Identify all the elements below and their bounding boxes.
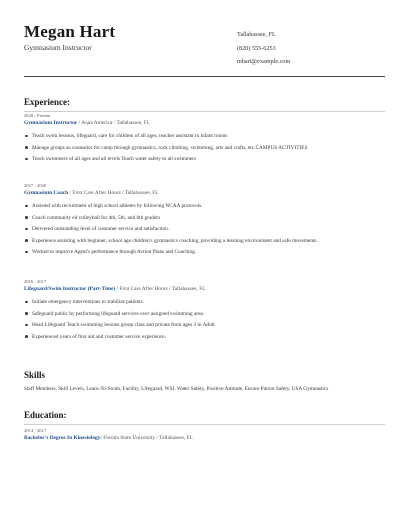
bullet-text: Assisted with recruitment of high school athletes by following NCAA protocols.: [32, 203, 203, 209]
bullet-text: Coach community ed volleyball for 4th, 5th, and 6th graders: [32, 214, 161, 221]
bullet-icon: [25, 228, 28, 231]
education-divider: [24, 424, 385, 425]
contact-location: Tallahassee, FL: [237, 31, 276, 38]
bullet-icon: [25, 146, 28, 149]
contact-phone: (820) 555-6253: [237, 44, 276, 52]
bullet-text: Delivered outstanding level of customer service and satisfaction.: [32, 226, 170, 232]
job-title: Gymnasium Instructor: [24, 120, 78, 126]
contact-email[interactable]: mhart@example.com: [237, 58, 291, 65]
list-item: [24, 203, 385, 215]
bullet-icon: [25, 301, 28, 304]
job-details: / Aqua America / Tallahassee, FL: [77, 120, 151, 126]
experience-heading: Experience:: [24, 97, 70, 107]
list-item: [24, 156, 385, 168]
bullet-text: Teach swim lessons, lifeguard, care for children of all ages, teacher assistant in infant rooms: [32, 133, 228, 139]
bullet-text: Manage groups as counselor for camp through gymnastics, rock climbing, swimming, arts and crafts, etc.CAMPUS ACTIVITIES: [32, 144, 308, 151]
candidate-name: Megan Hart: [24, 22, 116, 41]
bullet-icon: [25, 135, 28, 138]
bullet-icon: [25, 312, 28, 315]
job-entry: [24, 113, 385, 168]
job-bullets: [24, 203, 385, 261]
job-title: Lifeguard/Swim Instructor (Part-Time): [24, 286, 116, 292]
list-item: [24, 322, 385, 334]
skills-section: [24, 370, 385, 392]
list-item: [24, 133, 385, 145]
education-heading: Education:: [24, 410, 67, 420]
bullet-icon: [25, 335, 28, 338]
bullet-text: Initiate emergency interventions to stabilize patients.: [32, 299, 144, 305]
education-section: [24, 410, 385, 441]
bullet-icon: [25, 324, 28, 327]
list-item: [24, 311, 385, 323]
job-dates: 2016 - 2017: [24, 279, 47, 284]
bullet-icon: [25, 158, 28, 161]
job-title: Gymnasium Coach: [24, 190, 69, 196]
job-header: [24, 190, 385, 196]
education-details: / Florida State University / Tallahassee, FL: [100, 435, 193, 441]
job-header: [24, 286, 385, 292]
job-entry: [24, 279, 385, 345]
education-dates: 2014 - 2017: [24, 428, 47, 433]
bullet-text: Experienced years of first aid and customer service experience.: [32, 333, 166, 340]
experience-divider: [24, 111, 385, 112]
bullet-icon: [25, 216, 28, 219]
candidate-title: Gymnasium Instructor: [24, 43, 92, 52]
education-header: [24, 435, 385, 441]
bullet-text: Teach swimmers of all ages and all levels Teach water safety to all swimmers: [32, 156, 197, 162]
experience-section: [24, 97, 385, 112]
job-details: / First Care After Hours / Tallahassee, FL: [115, 286, 206, 292]
bullet-text: Safeguard public by performing lifeguard services over assigned swimming area.: [32, 310, 205, 317]
list-item: [24, 299, 385, 311]
degree-title: Bachelor's Degree In Kinesiology: [24, 435, 101, 441]
job-dates: 2017 - 2020: [24, 183, 47, 188]
list-item: [24, 249, 385, 261]
list-item: [24, 334, 385, 346]
list-item: [24, 215, 385, 227]
job-bullets: [24, 133, 385, 168]
contact-block: [237, 28, 290, 69]
bullet-text: Head Lifeguard Teach swimming lessons group class and private from ages 3 to Adult: [32, 322, 215, 328]
bullet-icon: [25, 205, 28, 208]
list-item: [24, 238, 385, 250]
skills-heading: Skills: [24, 370, 46, 380]
job-header: [24, 120, 385, 126]
job-bullets: [24, 299, 385, 345]
bullet-icon: [25, 251, 28, 254]
skills-list: Staff Members, Skill Levels, Learn-To-Swim, Facility, Lifeguard, WSI, Water Safety, Positive Attitude, Ensure Patron Safety, USA Gymnastics: [24, 386, 329, 392]
job-details: / First Care After Hours / Tallahassee, FL: [68, 190, 159, 196]
bullet-text: Worked to improve Agent's performance through Action Plans and Coaching.: [32, 249, 197, 255]
bullet-icon: [25, 239, 28, 242]
job-entry: [24, 183, 385, 261]
job-dates: 2020 - Present: [24, 113, 51, 118]
header-divider: [24, 76, 385, 77]
list-item: [24, 226, 385, 238]
bullet-text: Experience assisting with beginner, school age children's gymnastics coaching, providing a learning environment and safe movements.: [32, 237, 318, 244]
list-item: [24, 145, 385, 157]
